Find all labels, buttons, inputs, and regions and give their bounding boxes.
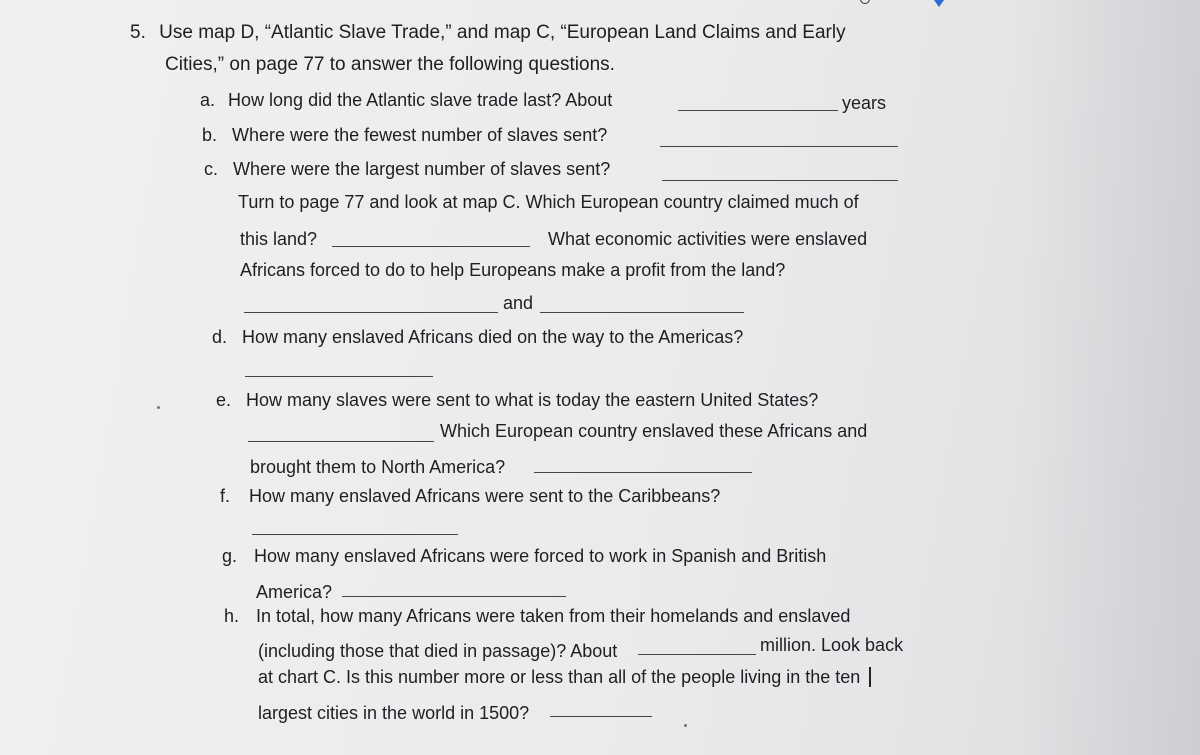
question-letter: c.	[204, 159, 219, 179]
page-shadow	[1020, 0, 1200, 755]
question-5-intro: Use map D, “Atlantic Slave Trade,” and map C, “European Land Claims and Early	[159, 22, 846, 43]
answer-blank-g[interactable]	[342, 596, 566, 597]
answer-blank-c1[interactable]	[662, 180, 898, 181]
question-letter: f.	[220, 486, 231, 506]
question-e-line2: Which European country enslaved these Africans and	[440, 421, 868, 441]
question-d-text: How many enslaved Africans died on the way to the Americas?	[242, 327, 744, 347]
question-letter: e.	[216, 390, 232, 410]
answer-blank-e2[interactable]	[534, 472, 752, 473]
answer-blank-c3[interactable]	[244, 312, 498, 313]
answer-blank-h1[interactable]	[638, 654, 756, 655]
ring-mark	[860, 0, 870, 4]
question-h-line3	[258, 666, 871, 688]
answer-blank-c2[interactable]	[332, 246, 530, 247]
question-e-line3: brought them to North America?	[250, 457, 506, 477]
question-f	[220, 485, 720, 507]
question-h-line2a: (including those that died in passage)? About	[258, 641, 618, 661]
question-number: 5.	[130, 22, 146, 43]
question-letter: a.	[200, 90, 216, 110]
answer-blank-b[interactable]	[660, 146, 898, 147]
stray-mark	[157, 406, 160, 409]
question-h	[224, 605, 850, 627]
question-h-line2b: million. Look back	[760, 635, 904, 655]
text-cursor	[869, 667, 871, 687]
question-g-text: How many enslaved Africans were forced to work in Spanish and British	[254, 546, 827, 566]
question-letter: h.	[224, 606, 240, 626]
caret-down-icon[interactable]	[934, 0, 944, 7]
question-letter: g.	[222, 546, 238, 566]
answer-blank-a[interactable]	[678, 110, 838, 111]
question-a	[200, 89, 612, 111]
question-c-line2: Turn to page 77 and look at map C. Which European country claimed much of	[238, 192, 859, 212]
question-c-text: Where were the largest number of slaves sent?	[233, 159, 611, 179]
question-a-text: How long did the Atlantic slave trade last? About	[228, 90, 613, 110]
and-label: and	[503, 293, 534, 313]
question-letter: b.	[202, 125, 218, 145]
question-e	[216, 389, 818, 411]
question-f-text: How many enslaved Africans were sent to the Caribbeans?	[249, 486, 721, 506]
question-d	[212, 326, 743, 348]
answer-blank-d[interactable]	[245, 376, 433, 377]
answer-blank-f[interactable]	[252, 534, 458, 535]
years-label: years	[842, 93, 887, 113]
question-h-line4: largest cities in the world in 1500?	[258, 703, 530, 723]
answer-blank-e1[interactable]	[248, 441, 434, 442]
answer-blank-h2[interactable]	[550, 716, 652, 717]
question-h-text: In total, how many Africans were taken from their homelands and enslaved	[256, 606, 851, 626]
answer-blank-c4[interactable]	[540, 312, 744, 313]
question-h-line3-text: at chart C. Is this number more or less than all of the people living in the ten	[258, 667, 861, 687]
question-c	[204, 158, 610, 180]
question-c-line3b: What economic activities were enslaved	[548, 229, 868, 249]
question-g-line2: America?	[256, 582, 333, 602]
question-c-line4: Africans forced to do to help Europeans make a profit from the land?	[240, 260, 786, 280]
question-b	[202, 124, 607, 146]
stray-mark	[684, 724, 687, 727]
question-5-line1	[130, 22, 846, 44]
question-e-text: How many slaves were sent to what is today the eastern United States?	[246, 390, 819, 410]
question-letter: d.	[212, 327, 228, 347]
question-g	[222, 545, 826, 567]
question-5-line2: Cities,” on page 77 to answer the following questions.	[165, 54, 615, 75]
question-c-line3a: this land?	[240, 229, 318, 249]
question-b-text: Where were the fewest number of slaves sent?	[232, 125, 608, 145]
